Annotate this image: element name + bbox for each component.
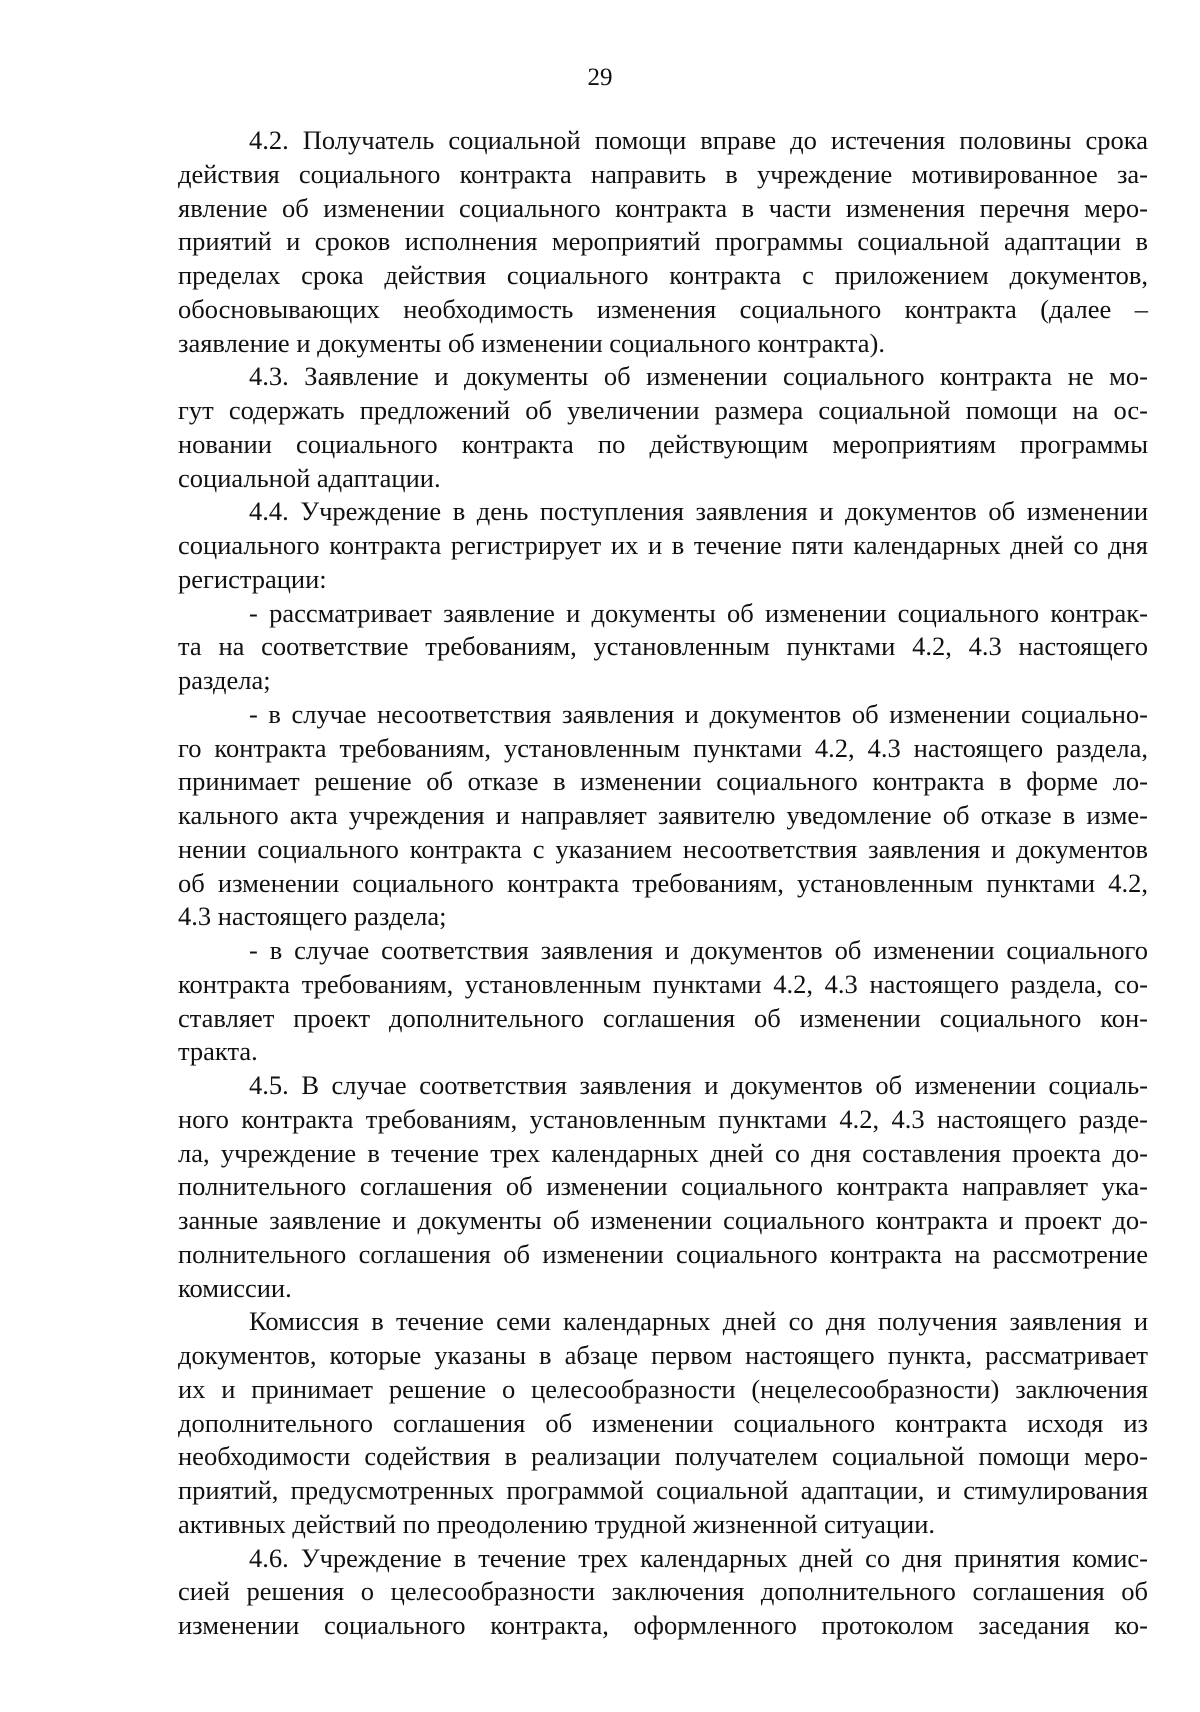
text-line: полнительного соглашения об изменении социального контракта направляет ука- bbox=[178, 1171, 1148, 1202]
paragraph-p-4-4-item-1 bbox=[178, 597, 1148, 698]
text-line: социального контракта регистрирует их и в течение пяти календарных дней со дня bbox=[178, 530, 1148, 560]
text-line: гут содержать предложений об увеличении размера социальной помощи на ос- bbox=[178, 395, 1148, 425]
text-line: действия социального контракта направить в учреждение мотивированное за- bbox=[178, 158, 1148, 189]
text-line: приятий, предусмотренных программой социальной адаптации, и стимулирования bbox=[178, 1475, 1148, 1505]
paragraph-p-4-2 bbox=[178, 124, 1148, 360]
text-line: явление об изменении социального контракта в части изменения перечня меро- bbox=[178, 192, 1148, 223]
paragraph-p-4-5-b bbox=[178, 1305, 1148, 1541]
text-line: заявление и документы об изменении социального контракта). bbox=[178, 327, 885, 358]
text-line: занные заявление и документы об изменении социального контракта и проект до- bbox=[178, 1205, 1148, 1235]
text-line: тракта. bbox=[178, 1036, 258, 1067]
text-line: приятий и сроков исполнения мероприятий программы социальной адаптации в bbox=[178, 226, 1148, 257]
text-line: пределах срока действия социального контракта с приложением документов, bbox=[178, 260, 1148, 290]
paragraph-p-4-4-item-3 bbox=[178, 934, 1148, 1069]
text-line: дополнительного соглашения об изменении социального контракта исходя из bbox=[178, 1407, 1148, 1438]
text-line: 4.5. В случае соответствия заявления и документов об изменении социаль- bbox=[249, 1070, 1148, 1100]
text-line: Комиссия в течение семи календарных дней со дня получения заявления и bbox=[249, 1306, 1148, 1337]
document-body bbox=[178, 124, 1148, 1643]
text-line: ного контракта требованиям, установленным пунктами 4.2, 4.3 настоящего разде- bbox=[178, 1103, 1148, 1134]
text-line: их и принимает решение о целесообразности (нецелесообразности) заключения bbox=[178, 1373, 1148, 1404]
text-line: контракта требованиям, установленным пунктами 4.2, 4.3 настоящего раздела, со- bbox=[178, 968, 1148, 999]
text-line: 4.3 настоящего раздела; bbox=[178, 901, 447, 932]
paragraph-p-4-4 bbox=[178, 495, 1148, 596]
text-line: ставляет проект дополнительного соглашения об изменении социального кон- bbox=[178, 1002, 1148, 1033]
paragraph-p-4-6 bbox=[178, 1542, 1148, 1643]
text-line: 4.2. Получатель социальной помощи вправе до истечения половины срока bbox=[249, 125, 1148, 155]
text-line: регистрации: bbox=[178, 563, 327, 594]
paragraph-p-4-4-item-2 bbox=[178, 698, 1148, 934]
text-line: комиссии. bbox=[178, 1272, 292, 1303]
paragraph-p-4-5 bbox=[178, 1069, 1148, 1305]
page-number: 29 bbox=[587, 64, 613, 91]
text-line: сией решения о целесообразности заключения дополнительного соглашения об bbox=[178, 1576, 1148, 1607]
paragraph-p-4-3 bbox=[178, 360, 1148, 495]
text-line: об изменении социального контракта требованиям, установленным пунктами 4.2, bbox=[178, 867, 1148, 898]
text-line: новании социального контракта по действующим мероприятиям программы bbox=[178, 428, 1148, 459]
text-line: - в случае несоответствия заявления и документов об изменении социально- bbox=[249, 698, 1148, 729]
text-line: обосновывающих необходимость изменения социального контракта (далее – bbox=[178, 293, 1148, 324]
text-line: документов, которые указаны в абзаце первом настоящего пункта, рассматривает bbox=[178, 1340, 1148, 1370]
text-line: - в случае соответствия заявления и документов об изменении социального bbox=[249, 935, 1148, 965]
text-line: изменении социального контракта, оформленного протоколом заседания ко- bbox=[178, 1610, 1148, 1640]
text-line: 4.6. Учреждение в течение трех календарных дней со дня принятия комис- bbox=[249, 1542, 1148, 1573]
text-line: активных действий по преодолению трудной жизненной ситуации. bbox=[178, 1508, 936, 1539]
text-line: го контракта требованиям, установленным пунктами 4.2, 4.3 настоящего раздела, bbox=[178, 732, 1148, 763]
text-line: полнительного соглашения об изменении социального контракта на рассмотрение bbox=[178, 1238, 1148, 1269]
text-line: та на соответствие требованиям, установленным пунктами 4.2, 4.3 настоящего bbox=[178, 631, 1148, 662]
text-line: нении социального контракта с указанием несоответствия заявления и документов bbox=[178, 833, 1148, 864]
text-line: социальной адаптации. bbox=[178, 462, 441, 493]
text-line: 4.4. Учреждение в день поступления заявления и документов об изменении bbox=[249, 496, 1148, 527]
text-line: принимает решение об отказе в изменении социального контракта в форме ло- bbox=[178, 766, 1148, 797]
text-line: 4.3. Заявление и документы об изменении социального контракта не мо- bbox=[249, 361, 1148, 392]
text-line: ла, учреждение в течение трех календарных дней со дня составления проекта до- bbox=[178, 1137, 1148, 1168]
text-line: - рассматривает заявление и документы об изменении социального контрак- bbox=[249, 597, 1148, 628]
text-line: кального акта учреждения и направляет заявителю уведомление об отказе в изме- bbox=[178, 800, 1148, 830]
text-line: необходимости содействия в реализации получателем социальной помощи меро- bbox=[178, 1441, 1148, 1472]
text-line: раздела; bbox=[178, 665, 271, 695]
